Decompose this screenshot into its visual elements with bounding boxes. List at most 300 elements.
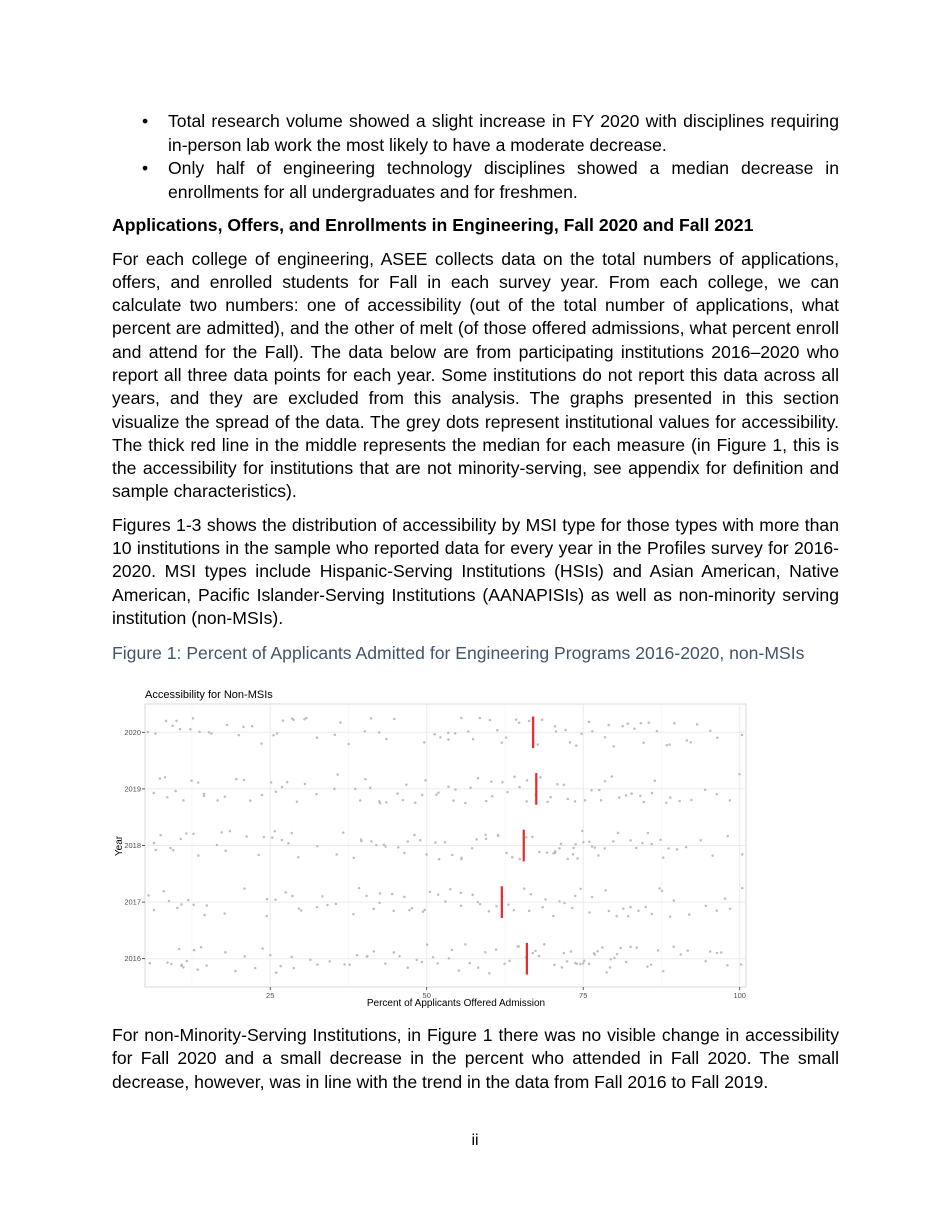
data-point: [741, 853, 744, 856]
data-point: [305, 717, 308, 720]
data-point: [226, 724, 229, 727]
data-point: [651, 792, 654, 795]
data-point: [423, 741, 426, 744]
data-point: [185, 832, 188, 835]
data-point: [413, 834, 416, 837]
data-point: [254, 967, 257, 970]
data-point: [281, 839, 284, 842]
data-point: [153, 909, 156, 912]
figure-1-chart: [112, 684, 752, 1014]
data-point: [612, 840, 615, 843]
data-point: [505, 852, 508, 855]
data-point: [511, 856, 514, 859]
data-point: [594, 953, 597, 956]
data-point: [566, 858, 569, 861]
data-point: [615, 915, 618, 918]
data-point: [651, 913, 654, 916]
data-point: [451, 854, 454, 857]
data-point: [423, 909, 426, 912]
data-point: [546, 801, 549, 804]
data-point: [454, 788, 457, 791]
data-point: [658, 887, 661, 890]
data-point: [421, 961, 424, 964]
data-point: [171, 724, 174, 727]
data-point: [635, 946, 638, 949]
data-point: [618, 796, 621, 799]
data-point: [539, 776, 542, 779]
data-point: [407, 840, 410, 843]
bullet-item: [112, 110, 839, 157]
data-point: [429, 891, 432, 894]
data-point: [700, 839, 703, 842]
data-point: [517, 945, 520, 948]
data-point: [604, 889, 607, 892]
data-point: [685, 846, 688, 849]
data-point: [661, 890, 664, 893]
x-axis-label: Percent of Applicants Offered Admission: [366, 998, 546, 1009]
data-point: [352, 913, 355, 916]
data-point: [297, 856, 300, 859]
data-point: [588, 840, 591, 843]
data-point: [554, 725, 557, 728]
data-point: [421, 794, 424, 797]
data-point: [358, 887, 361, 890]
data-point: [249, 799, 252, 802]
data-point: [384, 962, 387, 965]
data-point: [370, 717, 373, 720]
data-point: [343, 963, 346, 966]
data-point: [147, 731, 150, 734]
data-point: [716, 909, 719, 912]
data-point: [169, 847, 172, 850]
y-tick-label: 2017: [124, 897, 141, 907]
data-point: [604, 736, 607, 739]
data-point: [435, 794, 438, 797]
data-point: [336, 773, 339, 776]
data-point: [477, 777, 480, 780]
data-point: [625, 961, 628, 964]
data-point: [515, 718, 518, 721]
data-point: [569, 741, 572, 744]
data-point: [662, 856, 665, 859]
data-point: [716, 952, 719, 955]
data-point: [528, 720, 531, 723]
data-point: [178, 948, 181, 951]
section-heading: Applications, Offers, and Enrollments in Engineering, Fall 2020 and Fall 2021: [112, 215, 754, 235]
data-point: [454, 732, 457, 735]
data-point: [629, 946, 632, 949]
data-point: [676, 848, 679, 851]
data-point: [588, 963, 591, 966]
data-point: [668, 743, 671, 746]
data-point: [403, 852, 406, 855]
bullet-list: [112, 110, 839, 204]
data-point: [597, 854, 600, 857]
data-point: [205, 964, 208, 967]
data-point: [192, 833, 195, 836]
data-point: [534, 950, 537, 953]
data-point: [261, 794, 264, 797]
data-point: [485, 800, 488, 803]
figure-caption: Figure 1: Percent of Applicants Admitted for Engineering Programs 2016-2020, non-MSIs: [112, 643, 805, 664]
data-point: [234, 970, 237, 973]
x-tick-label: 25: [266, 991, 275, 1000]
y-tick-label: 2018: [124, 841, 141, 850]
data-point: [172, 849, 175, 852]
data-point: [518, 858, 521, 861]
data-point: [469, 962, 472, 965]
data-point: [543, 943, 546, 946]
data-point: [402, 799, 405, 802]
data-point: [432, 956, 435, 959]
data-point: [673, 899, 676, 902]
data-point: [525, 836, 528, 839]
data-point: [484, 833, 487, 836]
data-point: [437, 791, 440, 794]
data-point: [582, 841, 585, 844]
data-point: [612, 745, 615, 748]
data-point: [662, 970, 665, 973]
x-tick-label: 75: [579, 991, 588, 1000]
data-point: [260, 742, 263, 745]
data-point: [364, 778, 367, 781]
data-point: [458, 969, 461, 972]
y-axis-label: Year: [114, 835, 125, 857]
data-point: [467, 730, 470, 733]
data-point: [603, 847, 606, 850]
data-point: [508, 960, 511, 963]
data-point: [206, 904, 209, 907]
data-point: [405, 783, 408, 786]
data-point: [434, 841, 437, 844]
data-point: [576, 857, 579, 860]
data-point: [452, 799, 455, 802]
data-point: [433, 733, 436, 736]
data-point: [715, 793, 718, 796]
data-point: [627, 915, 630, 918]
data-point: [216, 844, 219, 847]
data-point: [279, 965, 282, 968]
data-point: [224, 795, 227, 798]
data-point: [501, 781, 504, 784]
data-point: [370, 840, 373, 843]
data-point: [657, 949, 660, 952]
data-point: [304, 783, 307, 786]
data-point: [261, 947, 264, 950]
data-point: [555, 730, 558, 733]
data-point: [224, 850, 227, 853]
data-point: [629, 839, 632, 842]
data-point: [479, 903, 482, 906]
data-point: [447, 738, 450, 741]
data-point: [424, 779, 427, 782]
data-point: [460, 717, 463, 720]
data-point: [647, 832, 650, 835]
data-point: [265, 915, 268, 918]
data-point: [471, 894, 474, 897]
data-point: [506, 791, 509, 794]
data-point: [724, 897, 727, 900]
data-point: [464, 943, 467, 946]
data-point: [741, 887, 744, 890]
data-point: [275, 971, 278, 974]
data-point: [408, 909, 411, 912]
bullet-item: [112, 157, 839, 204]
data-point: [546, 851, 549, 854]
data-point: [560, 843, 563, 846]
data-point: [629, 906, 632, 909]
data-point: [709, 730, 712, 733]
data-point: [190, 779, 193, 782]
y-tick-label: 2019: [124, 784, 141, 794]
data-point: [354, 788, 357, 791]
data-point: [282, 719, 285, 722]
data-point: [740, 963, 743, 966]
data-point: [582, 962, 585, 965]
data-point: [373, 950, 376, 953]
data-point: [269, 954, 272, 957]
data-point: [576, 963, 579, 966]
data-point: [558, 900, 561, 903]
data-point: [563, 952, 566, 955]
data-point: [342, 831, 345, 834]
data-point: [536, 743, 539, 746]
data-point: [518, 786, 521, 789]
data-point: [460, 858, 463, 861]
data-point: [549, 796, 552, 799]
data-point: [477, 966, 480, 969]
data-point: [180, 903, 183, 906]
data-point: [495, 905, 498, 908]
data-point: [425, 853, 428, 856]
data-point: [153, 842, 156, 845]
data-point: [484, 951, 487, 954]
data-point: [526, 779, 529, 782]
data-point: [243, 887, 246, 890]
data-point: [531, 836, 534, 839]
data-point: [224, 951, 227, 954]
data-point: [518, 721, 521, 724]
data-point: [238, 734, 241, 737]
data-point: [291, 956, 294, 959]
data-point: [507, 903, 510, 906]
data-point: [393, 718, 396, 721]
data-point: [391, 893, 394, 896]
data-point: [270, 781, 273, 784]
data-point: [600, 799, 603, 802]
data-point: [642, 742, 645, 745]
data-point: [564, 729, 567, 732]
data-point: [711, 854, 714, 857]
data-point: [175, 720, 178, 723]
data-point: [591, 896, 594, 899]
data-point: [497, 834, 500, 837]
data-point: [646, 965, 649, 968]
data-point: [609, 966, 612, 969]
data-point: [626, 722, 629, 725]
data-point: [686, 739, 689, 742]
data-point: [369, 787, 372, 790]
data-point: [666, 744, 669, 747]
data-point: [669, 796, 672, 799]
data-point: [154, 849, 157, 852]
data-point: [505, 736, 508, 739]
data-point: [503, 963, 506, 966]
data-point: [208, 731, 211, 734]
data-point: [347, 743, 350, 746]
data-point: [688, 913, 691, 916]
data-point: [621, 725, 624, 728]
data-point: [447, 786, 450, 789]
data-point: [709, 950, 712, 953]
data-point: [538, 955, 541, 958]
data-point: [149, 962, 152, 965]
data-point: [243, 779, 246, 782]
data-point: [220, 831, 223, 834]
data-point: [356, 954, 359, 957]
data-point: [669, 915, 672, 918]
data-point: [591, 730, 594, 733]
data-point: [154, 732, 157, 735]
data-point: [704, 960, 707, 963]
data-point: [566, 960, 569, 963]
data-point: [397, 846, 400, 849]
data-point: [523, 887, 526, 890]
data-point: [472, 738, 475, 741]
data-point: [419, 839, 422, 842]
data-point: [286, 781, 289, 784]
data-point: [588, 911, 591, 914]
data-point: [574, 895, 577, 898]
data-point: [359, 799, 362, 802]
data-point: [186, 960, 189, 963]
data-point: [501, 741, 504, 744]
data-point: [411, 907, 414, 910]
bullet-text: Total research volume showed a slight increase in FY 2020 with disciplines requiring in-person lab work the most likely to have a moderate decrease.: [168, 111, 839, 155]
page-body-after-figure: [112, 1024, 839, 1094]
data-point: [196, 968, 199, 971]
data-point: [153, 792, 156, 795]
data-point: [580, 732, 583, 735]
data-point: [348, 963, 351, 966]
data-point: [179, 728, 182, 731]
data-point: [378, 731, 381, 734]
data-point: [335, 903, 338, 906]
data-point: [598, 789, 601, 792]
paragraph-non-msi-findings: For non-Minority-Serving Institutions, in Figure 1 there was no visible change in accessibility for Fall 2020 and a small decrease in the percent who attended in Fall 2020. The small decrease, however, was in line with the trend in the data from Fall 2016 to Fall 2019.: [112, 1025, 839, 1092]
data-point: [416, 959, 419, 962]
data-point: [581, 830, 584, 833]
data-point: [650, 843, 653, 846]
data-point: [538, 851, 541, 854]
data-point: [475, 838, 478, 841]
data-point: [147, 894, 150, 897]
data-point: [689, 741, 692, 744]
data-point: [235, 778, 238, 781]
data-point: [335, 853, 338, 856]
data-point: [726, 835, 729, 838]
data-point: [609, 958, 612, 961]
data-point: [525, 800, 528, 803]
data-point: [588, 721, 591, 724]
data-point: [680, 953, 683, 956]
data-point: [567, 798, 570, 801]
data-point: [639, 795, 642, 798]
data-point: [159, 777, 162, 780]
data-point: [665, 801, 668, 804]
data-point: [272, 734, 275, 737]
data-point: [385, 801, 388, 804]
data-point: [162, 890, 165, 893]
data-point: [243, 955, 246, 958]
data-point: [176, 907, 179, 910]
data-point: [245, 835, 248, 838]
data-point: [275, 790, 278, 793]
data-point: [563, 783, 566, 786]
data-point: [659, 839, 662, 842]
data-point: [673, 946, 676, 949]
data-point: [489, 719, 492, 722]
data-point: [316, 906, 319, 909]
data-point: [641, 842, 644, 845]
data-point: [574, 843, 577, 846]
data-point: [360, 838, 363, 841]
data-point: [488, 910, 491, 913]
data-point: [180, 838, 183, 841]
data-point: [541, 718, 544, 721]
data-point: [251, 725, 254, 728]
data-point: [284, 891, 287, 894]
data-point: [378, 800, 381, 803]
data-point: [605, 971, 608, 974]
data-point: [496, 729, 499, 732]
data-point: [556, 783, 559, 786]
data-point: [673, 722, 676, 725]
data-point: [447, 732, 450, 735]
data-point: [168, 900, 171, 903]
data-point: [393, 951, 396, 954]
data-point: [316, 736, 319, 739]
data-point: [513, 776, 516, 779]
data-point: [273, 830, 276, 833]
data-point: [584, 799, 587, 802]
data-point: [583, 960, 586, 963]
data-point: [601, 946, 604, 949]
data-point: [642, 801, 645, 804]
data-point: [166, 961, 169, 964]
data-point: [531, 952, 534, 955]
data-point: [296, 800, 299, 803]
data-point: [193, 949, 196, 952]
data-point: [575, 744, 578, 747]
data-point: [298, 907, 301, 910]
data-point: [451, 949, 454, 952]
data-point: [210, 732, 213, 735]
data-point: [293, 967, 296, 970]
data-point: [203, 914, 206, 917]
data-point: [444, 900, 447, 903]
data-point: [541, 906, 544, 909]
data-point: [704, 788, 707, 791]
data-point: [544, 898, 547, 901]
data-point: [197, 854, 200, 857]
data-point: [513, 909, 516, 912]
x-tick-label: 100: [733, 991, 746, 1000]
data-point: [200, 946, 203, 949]
data-point: [656, 730, 659, 733]
data-point: [448, 957, 451, 960]
data-point: [630, 792, 633, 795]
